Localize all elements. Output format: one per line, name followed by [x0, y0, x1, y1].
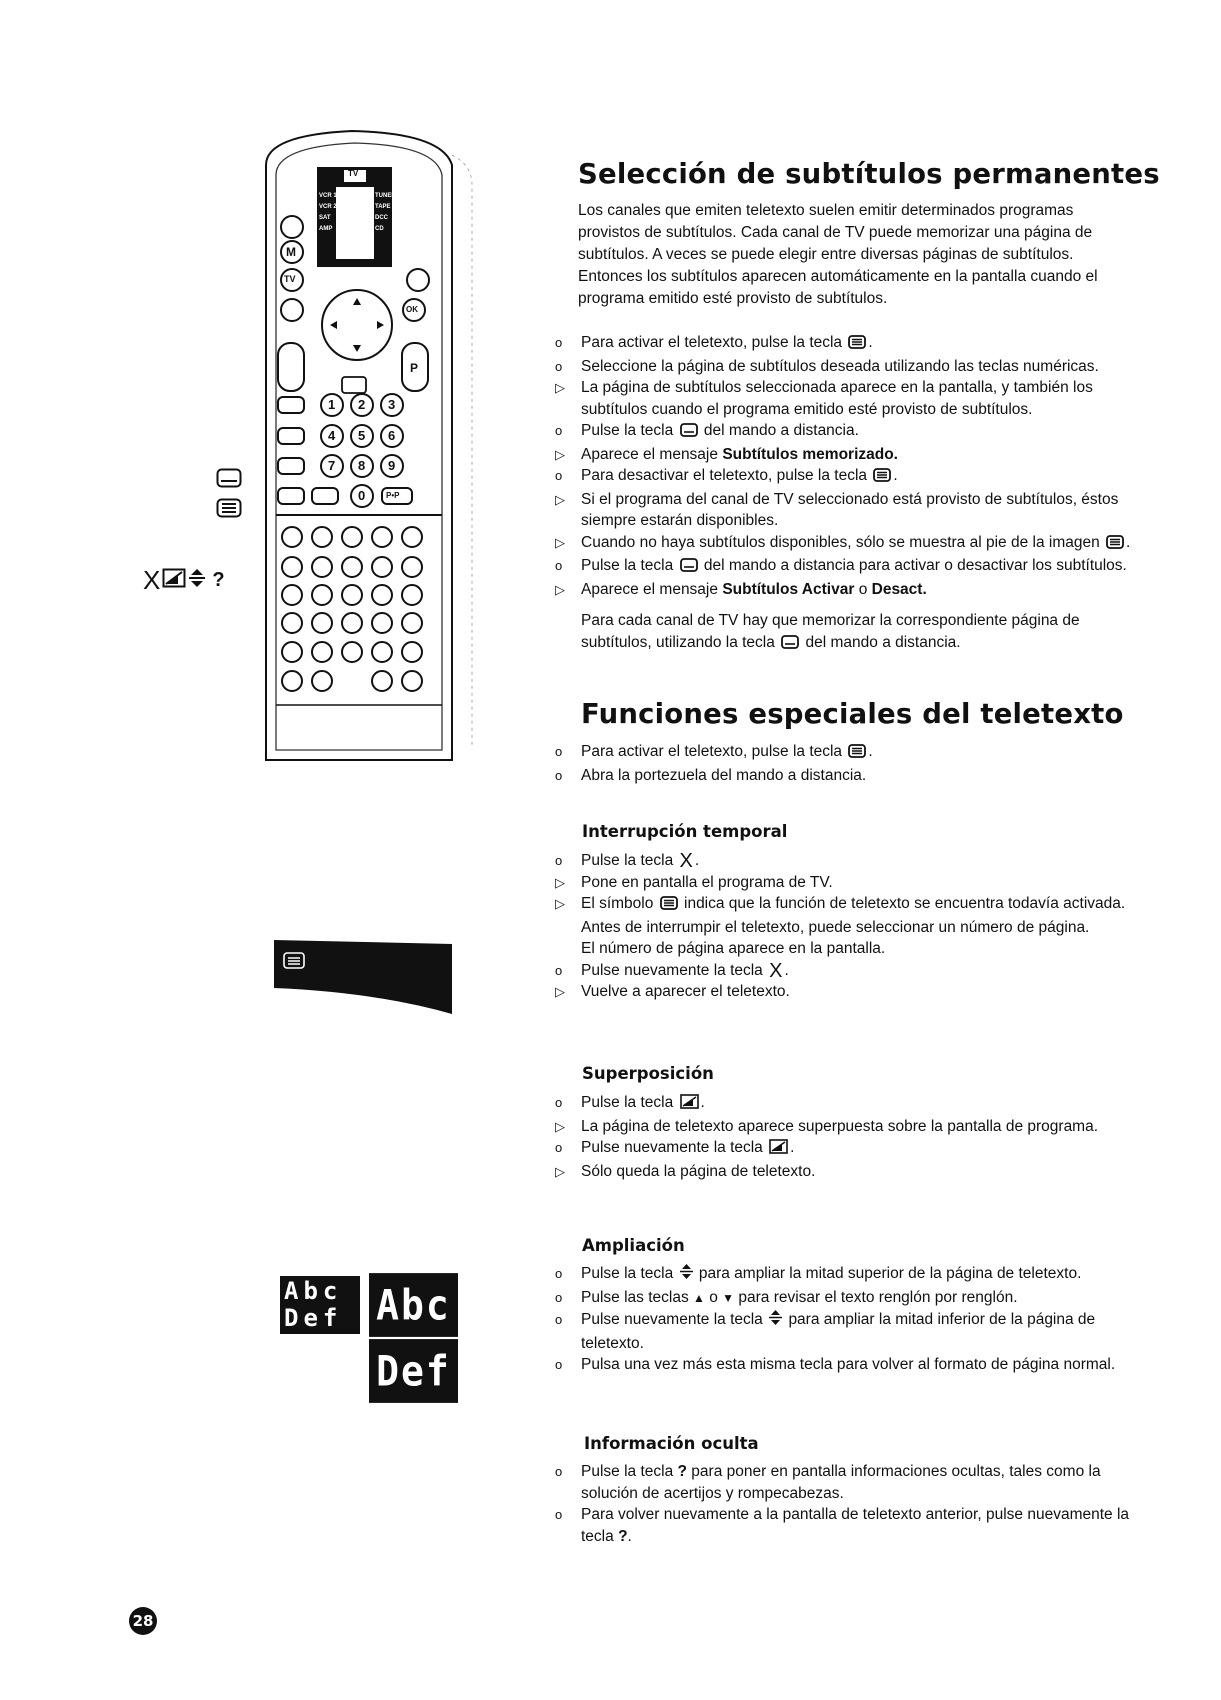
- list-item: ▷ Aparece el mensaje Subtítulos Activar o Desact.: [555, 580, 927, 598]
- tv-program-illustration: [274, 940, 452, 1014]
- remote-digit-6: 6: [388, 428, 396, 443]
- intro-line: provistos de subtítulos. Cada canal de TV puede memorizar una página de: [578, 224, 1093, 241]
- list-item: ▷ Vuelve a aparecer el teletexto.: [555, 983, 790, 1000]
- remote-digit-9: 9: [388, 458, 396, 473]
- list-item: o Para desactivar el teletexto, pulse la tecla .: [555, 465, 1130, 489]
- reveal-key-label: ?: [677, 1463, 687, 1480]
- list-item: ▷ Aparece el mensaje Subtítulos memorizado.: [555, 445, 898, 463]
- list-item: o Pulse la tecla X .: [555, 850, 700, 872]
- superposicion-title: Superposición: [582, 1064, 714, 1083]
- close-icon: X: [769, 959, 783, 982]
- remote-ok-key-label: OK: [406, 305, 418, 314]
- teletext-key-icon: [848, 334, 866, 356]
- ampliacion-title: Ampliación: [582, 1236, 685, 1255]
- remote-digit-8: 8: [358, 458, 366, 473]
- subtitle-key-icon: [781, 634, 799, 656]
- remote-digit-2: 2: [358, 397, 366, 412]
- remote-tv-key-label: TV: [284, 274, 296, 284]
- teletext-key-icon: [873, 467, 891, 489]
- teletext-key-icon: [216, 498, 242, 523]
- teletext-key-icon: [1106, 534, 1124, 556]
- remote-screen-left-labels: [319, 191, 337, 235]
- list-item: o Abra la portezuela del mando a distancia.: [555, 766, 867, 784]
- up-arrow-icon: ▲: [693, 1290, 705, 1305]
- list-item: tecla ?.: [581, 1527, 632, 1545]
- reveal-key-label: ?: [618, 1527, 628, 1545]
- intro-line: programa emitido esté provisto de subtítulos.: [578, 290, 888, 307]
- demo-line: Def: [376, 1346, 451, 1396]
- enlarged-top-demo: [369, 1273, 458, 1337]
- interrupcion-title: Interrupción temporal: [582, 822, 788, 841]
- remote-pp-key-label: P•P: [386, 491, 400, 500]
- list-item: o Pulse la tecla del mando a distancia para activar o desactivar los subtítulos.: [555, 555, 1130, 579]
- list-item: ▷ Pone en pantalla el programa de TV.: [555, 873, 833, 891]
- section2-steps: [555, 741, 873, 786]
- list-item: Antes de interrumpir el teletexto, puede seleccionar un número de página.: [581, 918, 1090, 936]
- list-item: ▷ Cuando no haya subtítulos disponibles, sólo se muestra al pie de la imagen .: [555, 532, 1130, 556]
- remote-screen-label: AMP: [319, 226, 333, 232]
- remote-control: [262, 125, 477, 775]
- list-item: o Para activar el teletexto, pulse la tecla .: [555, 741, 873, 765]
- list-item: solución de acertijos y rompecabezas.: [581, 1484, 844, 1502]
- demo-line: Def: [284, 1304, 343, 1332]
- demo-line: Abc: [376, 1280, 451, 1330]
- list-item: ▷ Si el programa del canal de TV seleccionado está provisto de subtítulos, éstos: [555, 490, 1119, 508]
- subtitle-key-icon: [216, 468, 242, 493]
- section1-title: Selección de subtítulos permanentes: [578, 158, 1160, 190]
- superposicion-steps: [555, 1092, 1098, 1182]
- outro-line: subtítulos, utilizando la tecla del mando a distancia.: [581, 632, 1080, 656]
- remote-screen-label: VCR 1: [319, 193, 337, 199]
- list-item: o Seleccione la página de subtítulos deseada utilizando las teclas numéricas.: [555, 357, 1099, 375]
- remote-screen-label: DCC: [375, 215, 388, 221]
- special-keys-row: [143, 565, 225, 595]
- teletext-key-icon: [660, 895, 678, 917]
- list-item: o Pulse nuevamente la tecla para ampliar la mitad inferior de la página de: [555, 1309, 1115, 1333]
- remote-digit-0: 0: [358, 488, 366, 503]
- remote-digit-5: 5: [358, 428, 366, 443]
- intro-line: Los canales que emiten teletexto suelen emitir determinados programas: [578, 202, 1074, 219]
- list-item: o Pulse la tecla del mando a distancia.: [555, 420, 1130, 444]
- reveal-key-label: ?: [212, 568, 225, 591]
- interrupcion-steps: [555, 850, 1125, 1003]
- cancel-key-label: X: [143, 565, 161, 595]
- enlarged-bottom-demo: [369, 1339, 458, 1403]
- list-item: o Pulsa una vez más esta misma tecla para volver al formato de página normal.: [555, 1356, 1116, 1373]
- remote-screen-label: VCR 2: [319, 204, 337, 210]
- intro-line: subtítulos. A veces se puede elegir entre diversas páginas de subtítulos.: [578, 246, 1074, 263]
- remote-digit-1: 1: [328, 397, 336, 412]
- remote-screen-label: SAT: [319, 215, 331, 221]
- list-item: o Pulse nuevamente la tecla X .: [555, 959, 789, 982]
- outro-line: Para cada canal de TV hay que memorizar la correspondiente página de: [581, 612, 1080, 629]
- section1-steps: [555, 332, 1130, 600]
- subtitle-key-icon: [680, 557, 698, 579]
- remote-digit-3: 3: [388, 397, 396, 412]
- down-arrow-icon: ▼: [722, 1290, 735, 1305]
- section1-intro: [578, 200, 1098, 310]
- enlarge-key-icon: [680, 1263, 693, 1287]
- list-item: o Pulse la tecla ? para poner en pantalla informaciones ocultas, tales como la: [555, 1463, 1101, 1480]
- list-item: El número de página aparece en la pantalla.: [581, 940, 886, 957]
- remote-screen-tv-label: TV: [348, 169, 359, 178]
- remote-digit-7: 7: [328, 458, 336, 473]
- page-number: 28: [129, 1607, 157, 1635]
- intro-line: Entonces los subtítulos aparecen automáticamente en la pantalla cuando el: [578, 268, 1098, 285]
- section1-outro: [581, 610, 1080, 656]
- list-item: ▷ Sólo queda la página de teletexto.: [555, 1162, 816, 1180]
- oculta-steps: [555, 1461, 1129, 1547]
- remote-screen-label: CD: [375, 226, 384, 232]
- list-item: ▷ La página de teletexto aparece superpuesta sobre la pantalla de programa.: [555, 1117, 1099, 1135]
- remote-m-key-label: M: [286, 245, 296, 259]
- mix-key-icon: [769, 1139, 788, 1161]
- remote-screen-label: TUNER: [375, 193, 396, 199]
- oculta-title: Información oculta: [584, 1434, 759, 1453]
- enlarge-key-icon: [769, 1309, 782, 1333]
- list-item: ▷ La página de subtítulos seleccionada aparece en la pantalla, y también los: [555, 379, 1093, 396]
- list-item: o Pulse la tecla .: [555, 1092, 1098, 1116]
- list-item: ▷ El símbolo indica que la función de teletexto se encuentra todavía activada.: [555, 893, 1125, 917]
- close-icon: X: [679, 850, 693, 872]
- remote-p-key-label: P: [410, 361, 419, 375]
- remote-control-drawing: [262, 125, 477, 775]
- list-item: subtítulos cuando el programa emitido esté provisto de subtítulos.: [581, 400, 1033, 418]
- normal-page-demo: [280, 1276, 360, 1334]
- section2-title: Funciones especiales del teletexto: [581, 698, 1124, 730]
- demo-line: Abc: [284, 1277, 343, 1305]
- remote-screen-label: TAPE: [375, 204, 391, 210]
- remote-screen-right-labels: [375, 191, 396, 235]
- list-item: siempre estarán disponibles.: [581, 512, 779, 529]
- teletext-key-icon: [848, 743, 866, 765]
- remote-digit-4: 4: [328, 428, 336, 443]
- list-item: o Pulse la tecla para ampliar la mitad superior de la página de teletexto.: [555, 1263, 1115, 1287]
- list-item: o Para volver nuevamente a la pantalla de teletexto anterior, pulse nuevamente la: [555, 1506, 1130, 1523]
- list-item: o Pulse nuevamente la tecla .: [555, 1137, 1098, 1161]
- enlarge-key-icon: [188, 567, 206, 594]
- mix-key-icon: [162, 568, 186, 593]
- mix-key-icon: [680, 1094, 699, 1116]
- list-item: teletexto.: [581, 1334, 644, 1352]
- list-item: o Para activar el teletexto, pulse la tecla .: [555, 332, 1130, 356]
- ampliacion-steps: [555, 1263, 1115, 1376]
- list-item: o Pulse las teclas ▲ o ▼ para revisar el texto renglón por renglón.: [555, 1288, 1018, 1306]
- subtitle-key-icon: [680, 422, 698, 444]
